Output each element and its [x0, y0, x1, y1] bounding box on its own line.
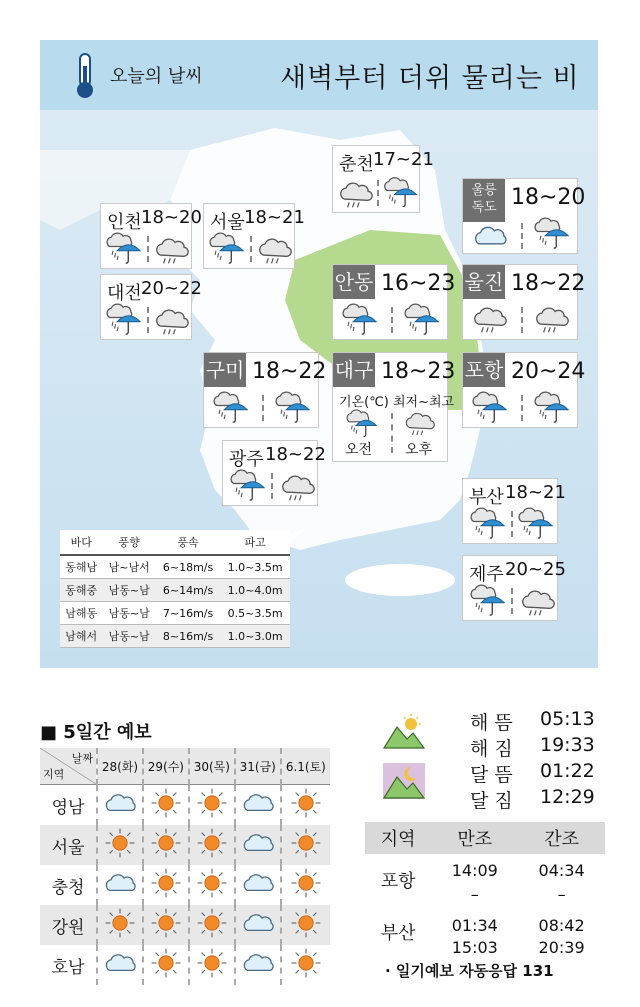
sea-header: 바다 [60, 530, 102, 555]
rain-cloud-icon [279, 473, 315, 503]
city-card-incheon [100, 203, 202, 269]
rain-cloud-icon [519, 588, 555, 618]
sun-icon [196, 947, 228, 979]
sea-cell: 7~16m/s [156, 602, 220, 625]
sea-conditions-table [60, 530, 290, 648]
legend-pm: 오후 [405, 442, 433, 458]
city-card-uljin [462, 264, 586, 340]
forecast-cell [235, 865, 281, 905]
table-row [40, 865, 330, 905]
sea-cell: 남해동 [60, 602, 102, 625]
sea-cell: 동해남 [60, 555, 102, 579]
region-name: 충청 [51, 877, 85, 898]
date-header: 30(목) [189, 748, 235, 785]
city-temp: 18~21 [244, 207, 305, 228]
forecast-cell [281, 905, 330, 945]
city-name-tag: 울릉 독도 [463, 179, 505, 222]
rain-umbrella-icon [469, 584, 507, 618]
tide-high: 14:09 [451, 861, 498, 881]
moonrise-time: 01:22 [540, 760, 595, 782]
city-temp: 16~23 [381, 271, 456, 296]
cloud-icon [240, 870, 276, 896]
city-name: 대전 [107, 283, 142, 304]
city-name: 춘천 [339, 154, 374, 175]
cloud-icon [240, 910, 276, 936]
sea-cell: 남동~남 [102, 602, 155, 625]
date-header: 31(금) [235, 748, 281, 785]
region-name: 강원 [40, 905, 97, 945]
rain-umbrella-icon [533, 391, 571, 425]
city-name: 서울 [210, 212, 245, 233]
sea-cell: 남해서 [60, 625, 102, 648]
sea-cell: 6~18m/s [156, 555, 220, 579]
rain-umbrella-icon [471, 391, 509, 425]
rain-umbrella-icon [105, 232, 143, 266]
rain-umbrella-icon [517, 507, 555, 541]
tide-table [365, 822, 605, 958]
rain-umbrella-icon [345, 409, 379, 439]
city-temp: 20~25 [505, 559, 566, 580]
cloud-icon [240, 790, 276, 816]
forecast-cell [235, 905, 281, 945]
sun-icon [104, 827, 136, 859]
sea-cell: 남동~남 [102, 579, 155, 602]
city-temp: 20~22 [141, 278, 202, 299]
city-name-tag: 대구 [333, 353, 375, 387]
forecast-cell [143, 825, 189, 865]
city-name: 광주 [229, 449, 264, 470]
tide-low: – [557, 884, 566, 904]
city-temp: 18~21 [505, 482, 566, 503]
rain-cloud-icon [256, 236, 292, 266]
sun-icon [196, 787, 228, 819]
city-temp: 18~23 [381, 359, 456, 384]
forecast-cell [281, 945, 330, 985]
corner-top-label: 날짜 [71, 752, 93, 765]
forecast-cell [97, 865, 143, 905]
forecast-cell [189, 825, 235, 865]
rain-umbrella-icon [533, 217, 571, 251]
city-card-jeju [462, 555, 566, 621]
forecast-cell [97, 785, 143, 826]
table-row [60, 625, 290, 648]
city-card-busan [462, 478, 566, 544]
city-card-chuncheon [332, 145, 434, 213]
date-header: 28(화) [97, 748, 143, 785]
forecast-cell [189, 945, 235, 985]
sea-cell: 1.0~3.0m [220, 625, 290, 648]
rain-cloud-icon [471, 305, 507, 335]
moonset-label: 달 짐 [470, 790, 513, 812]
sun-icon [290, 827, 322, 859]
sea-header: 파고 [220, 530, 290, 555]
date-header: 29(수) [143, 748, 189, 785]
rain-umbrella-icon [383, 176, 419, 210]
city-card-daejeon [100, 274, 202, 340]
forecast-cell [281, 825, 330, 865]
sunset-time: 19:33 [540, 734, 595, 756]
city-temp: 18~22 [511, 271, 586, 296]
date-header: 6.1(토) [281, 748, 330, 785]
rain-cloud-icon [533, 305, 569, 335]
cloud-icon [102, 950, 138, 976]
cloud-icon [102, 870, 138, 896]
sea-cell: 1.0~4.0m [220, 579, 290, 602]
sun-icon [196, 827, 228, 859]
forecast-cell [143, 905, 189, 945]
sunrise-time: 05:13 [540, 708, 595, 730]
tide-high: – [470, 884, 479, 904]
forecast-cell [235, 945, 281, 985]
city-card-pohang [462, 352, 586, 428]
forecast-cell [189, 905, 235, 945]
city-name-tag: 울진 [463, 265, 505, 299]
tide-region: 포항 [380, 871, 416, 892]
legend-am: 오전 [345, 442, 373, 458]
headline: 새벽부터 더위 물리는 비 [280, 63, 580, 94]
sea-header: 풍향 [102, 530, 155, 555]
city-card-andong [332, 264, 456, 340]
sun-icon [150, 947, 182, 979]
city-card-gumi [203, 352, 327, 428]
thermometer-icon [70, 52, 100, 100]
sun-icon [196, 867, 228, 899]
forecast-cell [235, 825, 281, 865]
city-name-tag: 구미 [204, 353, 246, 387]
forecast-cell [143, 785, 189, 826]
sea-cell: 1.0~3.5m [220, 555, 290, 579]
rain-cloud-icon [153, 236, 189, 266]
tide-low: 04:34 [538, 861, 585, 881]
rain-cloud-icon [337, 180, 373, 210]
city-name: 부산 [469, 487, 504, 508]
city-temp: 17~21 [373, 149, 434, 170]
forecast-cell [97, 905, 143, 945]
tide-low: 08:42 [538, 916, 585, 936]
rain-umbrella-icon [229, 469, 267, 503]
rain-umbrella-icon [469, 507, 507, 541]
city-card-ulleung [462, 178, 586, 254]
tide-header: 만조 [431, 822, 518, 854]
tide-low: 20:39 [538, 937, 585, 957]
city-card-gwangju [222, 440, 326, 506]
sun-icon [150, 827, 182, 859]
forecast-cell [143, 865, 189, 905]
forecast-cell [189, 865, 235, 905]
rain-umbrella-icon [208, 232, 246, 266]
cloud-icon [240, 830, 276, 856]
city-name-tag: 포항 [463, 353, 505, 387]
moonrise-label: 달 뜸 [470, 764, 513, 786]
city-temp: 18~20 [511, 185, 586, 210]
sun-icon [104, 907, 136, 939]
rain-cloud-icon [403, 411, 435, 437]
city-card-seoul [203, 203, 305, 269]
sun-icon [150, 787, 182, 819]
table-row [60, 555, 290, 579]
tide-high: 01:34 [451, 916, 498, 936]
sea-cell: 0.5~3.5m [220, 602, 290, 625]
region-name: 호남 [51, 957, 85, 978]
forecast-cell [235, 785, 281, 826]
corner-bottom-label: 지역 [43, 768, 65, 781]
table-row [40, 905, 330, 945]
tide-header: 지역 [365, 822, 431, 854]
sun-icon [150, 907, 182, 939]
five-day-title: ■ 5일간 예보 [40, 722, 152, 743]
sea-cell: 8~16m/s [156, 625, 220, 648]
table-row [40, 825, 330, 865]
sun-icon [290, 947, 322, 979]
rain-umbrella-icon [105, 303, 143, 337]
sea-cell: 남~남서 [102, 555, 155, 579]
rain-cloud-icon [153, 307, 189, 337]
city-temp: 18~22 [265, 444, 326, 465]
sunrise-icon [383, 713, 425, 749]
five-day-title-text: 5일간 예보 [63, 722, 152, 743]
corner-cell [40, 748, 97, 785]
table-row [365, 854, 605, 883]
tide-region: 부산 [380, 923, 416, 944]
city-name-tag: 안동 [333, 265, 375, 299]
sunrise-label: 해 뜸 [470, 712, 513, 734]
sun-icon [150, 867, 182, 899]
sea-header: 풍속 [156, 530, 220, 555]
region-name: 서울 [40, 825, 97, 865]
sun-icon [290, 787, 322, 819]
sun-icon [290, 907, 322, 939]
sun-icon [196, 907, 228, 939]
forecast-cell [97, 825, 143, 865]
cloud-icon [240, 950, 276, 976]
rain-umbrella-icon [341, 303, 379, 337]
tide-high: 15:03 [451, 937, 498, 957]
cloud-icon [471, 223, 509, 249]
table-row [40, 785, 330, 826]
cloud-icon [102, 790, 138, 816]
moonrise-icon [383, 763, 425, 799]
sea-cell: 6~14m/s [156, 579, 220, 602]
table-row [365, 906, 605, 937]
header-left-title: 오늘의 날씨 [110, 66, 203, 87]
region-name: 영남 [51, 797, 85, 818]
sun-icon [290, 867, 322, 899]
city-temp: 18~22 [252, 359, 327, 384]
table-row [40, 945, 330, 985]
forecast-cell [143, 945, 189, 985]
sea-cell: 남동~남 [102, 625, 155, 648]
sea-cell: 동해중 [60, 579, 102, 602]
five-day-table [40, 748, 330, 985]
forecast-cell [281, 865, 330, 905]
city-name: 제주 [469, 564, 504, 585]
forecast-cell [189, 785, 235, 826]
forecast-cell [97, 945, 143, 985]
sunset-label: 해 짐 [470, 738, 513, 760]
city-name: 인천 [107, 212, 142, 233]
table-row [60, 579, 290, 602]
rain-umbrella-icon [403, 303, 441, 337]
legend-label: 기온(℃) 최저~최고 [339, 395, 455, 410]
city-card-daegu [332, 352, 456, 462]
rain-umbrella-icon [212, 391, 250, 425]
city-temp: 20~24 [511, 359, 586, 384]
tide-header: 간조 [518, 822, 605, 854]
city-temp: 18~20 [141, 207, 202, 228]
forecast-cell [281, 785, 330, 826]
rain-umbrella-icon [274, 391, 312, 425]
moonset-time: 12:29 [540, 786, 595, 808]
table-row [60, 602, 290, 625]
auto-response-info: · 일기예보 자동응답 131 [385, 962, 554, 980]
